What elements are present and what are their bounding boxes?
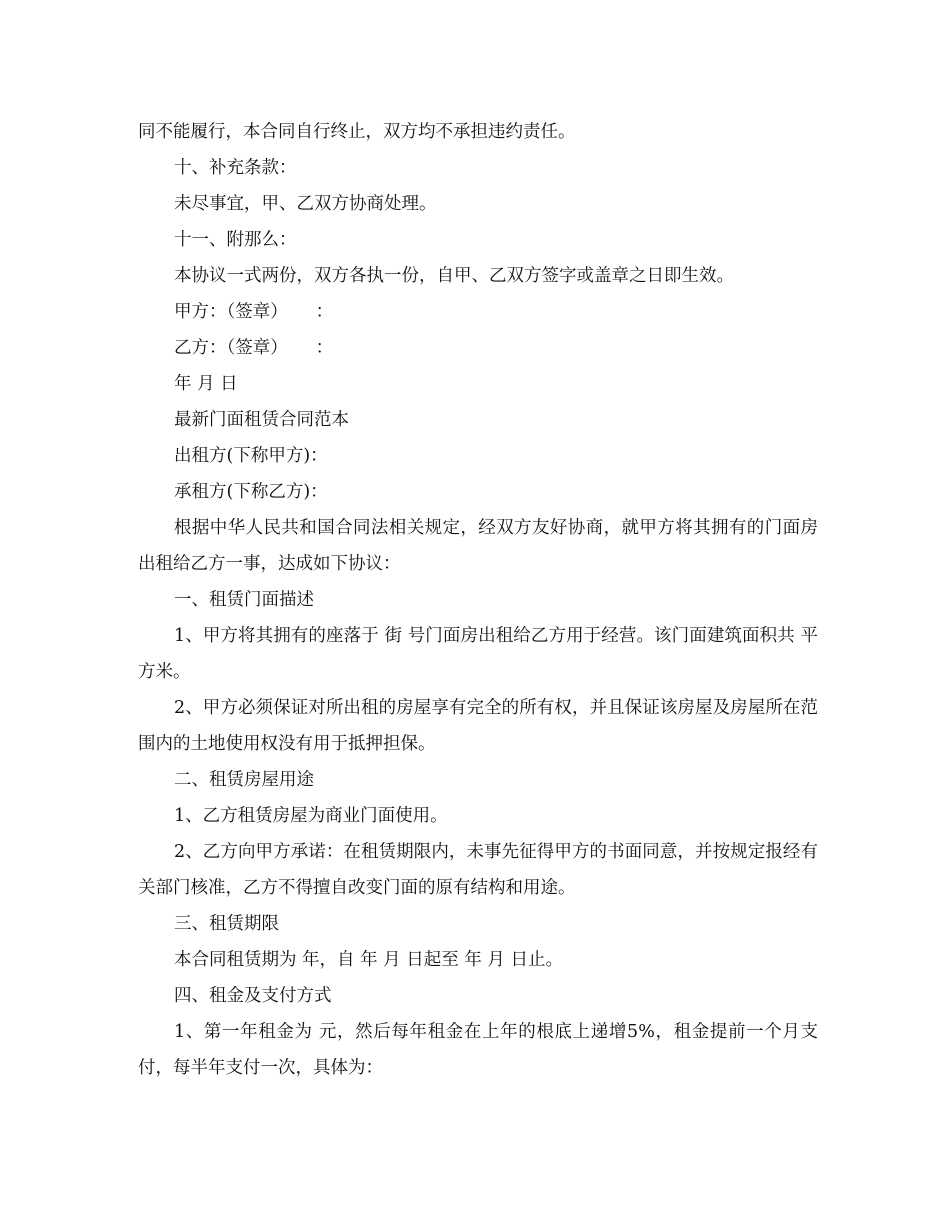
section-heading: 三、租赁期限 xyxy=(174,914,279,934)
paragraph: 同不能履行，本合同自行终止，双方均不承担违约责任。 xyxy=(138,122,576,142)
signature-line-party-b: 乙方：（签章） ： xyxy=(174,338,334,358)
date-line: 年 月 日 xyxy=(174,374,238,394)
lessee-line: 承租方(下称乙方)： xyxy=(174,482,328,502)
paragraph: 未尽事宜，甲、乙双方协商处理。 xyxy=(174,194,437,214)
section-heading: 二、租赁房屋用途 xyxy=(174,770,314,790)
paragraph: 本协议一式两份，双方各执一份，自甲、乙双方签字或盖章之日即生效。 xyxy=(174,266,734,286)
signature-line-party-a: 甲方：（签章） ： xyxy=(174,302,334,322)
section-heading: 十、补充条款： xyxy=(174,158,297,178)
paragraph: 1、第一年租金为 元，然后每年租金在上年的根底上递增5%，租金提前一个月支付，每半年支付一次，具体为： xyxy=(138,1022,818,1078)
lessor-line: 出租方(下称甲方)： xyxy=(174,446,328,466)
paragraph: 1、乙方租赁房屋为商业门面使用。 xyxy=(174,806,448,826)
paragraph: 2、乙方向甲方承诺：在租赁期限内，未事先征得甲方的书面同意，并按规定报经有关部门核准，乙方不得擅自改变门面的原有结构和用途。 xyxy=(138,842,818,898)
section-heading: 十一、附那么： xyxy=(174,230,297,250)
document-title: 最新门面租赁合同范本 xyxy=(174,410,349,430)
section-heading: 四、租金及支付方式 xyxy=(174,986,332,1006)
paragraph: 2、甲方必须保证对所出租的房屋享有完全的所有权，并且保证该房屋及房屋所在范围内的土地使用权没有用于抵押担保。 xyxy=(138,698,818,754)
section-heading: 一、租赁门面描述 xyxy=(174,590,314,610)
paragraph: 根据中华人民共和国合同法相关规定，经双方友好协商，就甲方将其拥有的门面房出租给乙方一事，达成如下协议： xyxy=(138,518,818,574)
paragraph: 本合同租赁期为 年，自 年 月 日起至 年 月 日止。 xyxy=(174,950,563,970)
document-body xyxy=(138,114,818,1086)
paragraph: 1、甲方将其拥有的座落于 街 号门面房出租给乙方用于经营。该门面建筑面积共 平方米。 xyxy=(138,626,818,682)
